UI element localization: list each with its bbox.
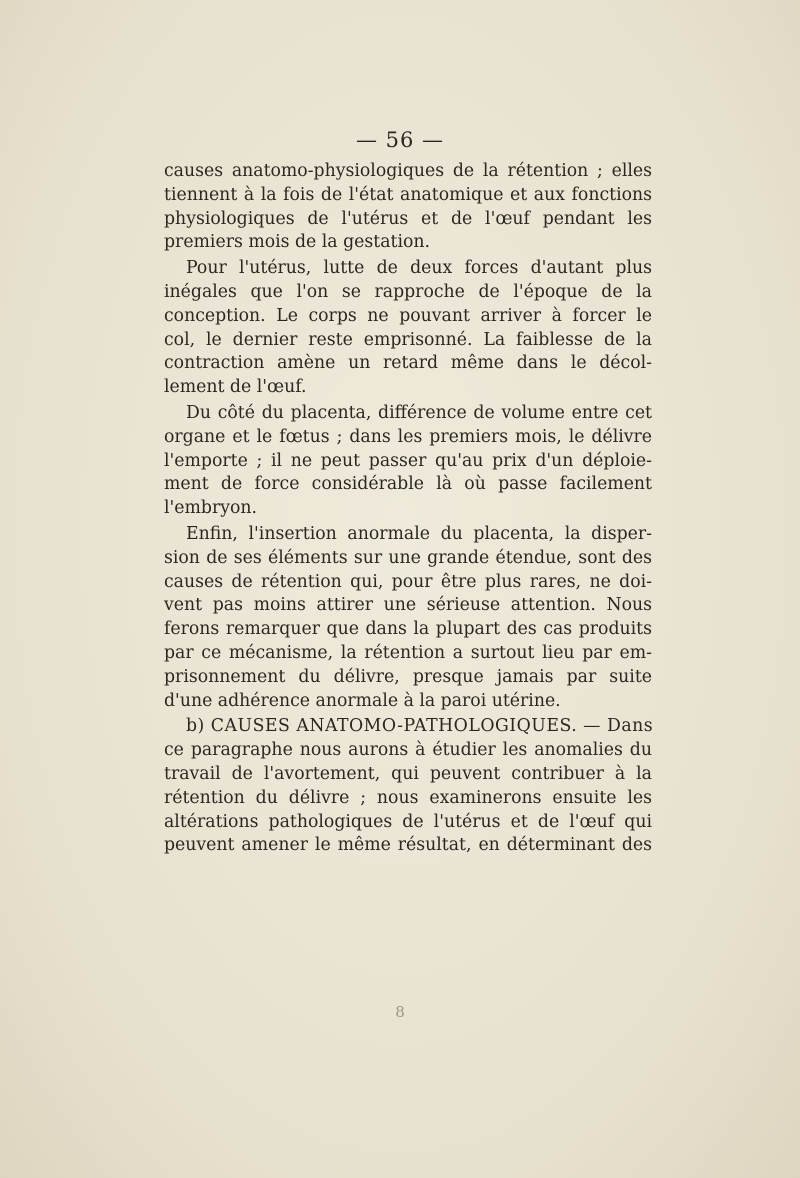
text-line: par ce mécanisme, la rétention a surtout lieu par em- [164,642,652,663]
text-line: lement de l'œuf. [164,377,307,398]
text-line: rétention du délivre ; nous examinerons ensuite les [164,787,652,808]
text-line: Du côté du placenta, différence de volume entre cet [186,402,652,423]
text-line: inégales que l'on se rapproche de l'époque de la [164,281,652,302]
page-number: — 56 — [355,128,445,152]
text-line: premiers mois de la gestation. [164,232,431,253]
text-line: peuvent amener le même résultat, en déterminant des [164,835,652,856]
text-line: contraction amène un retard même dans le décol- [164,353,652,374]
text-line: sion de ses éléments sur une grande étendue, sont des [164,547,652,568]
body-text [164,160,652,858]
text-line: ment de force considérable là où passe facilement [164,474,652,495]
paragraph [164,523,652,713]
text-line: tiennent à la fois de l'état anatomique et aux fonctions [164,184,652,205]
paragraph [164,160,652,255]
text-line: col, le dernier reste emprisonné. La faiblesse de la [164,329,652,350]
text-line: causes de rétention qui, pour être plus rares, ne doi- [164,571,652,592]
text-line: Pour l'utérus, lutte de deux forces d'autant plus [186,258,652,279]
text-line: d'une adhérence anormale à la paroi utérine. [164,690,561,711]
text-line: l'embryon. [164,498,258,519]
section-heading-line: b) CAUSES ANATOMO-PATHOLOGIQUES. — Dans [186,716,654,737]
text-line: conception. Le corps ne pouvant arriver à forcer le [164,305,652,326]
paragraph [164,257,652,400]
text-line: prisonnement du délivre, presque jamais par suite [164,666,652,687]
paragraph [164,402,652,521]
paragraph [164,715,652,858]
text-line: vent pas moins attirer une sérieuse attention. Nous [164,595,652,616]
text-line: Enfin, l'insertion anormale du placenta, la disper- [186,523,652,544]
text-line: travail de l'avortement, qui peuvent contribuer à la [164,763,652,784]
text-line: l'emporte ; il ne peut passer qu'au prix d'un déploie- [164,450,652,471]
text-line: ce paragraphe nous aurons à étudier les anomalies du [164,740,652,761]
text-line: ferons remarquer que dans la plupart des cas produits [164,619,652,640]
text-line: causes anatomo-physiologiques de la rétention ; elles [164,161,652,181]
text-line: physiologiques de l'utérus et de l'œuf pendant les [164,208,652,229]
text-line: altérations pathologiques de l'utérus et de l'œuf qui [164,811,652,832]
signature-mark: 8 [395,1003,405,1021]
text-line: organe et le fœtus ; dans les premiers mois, le délivre [164,426,652,447]
